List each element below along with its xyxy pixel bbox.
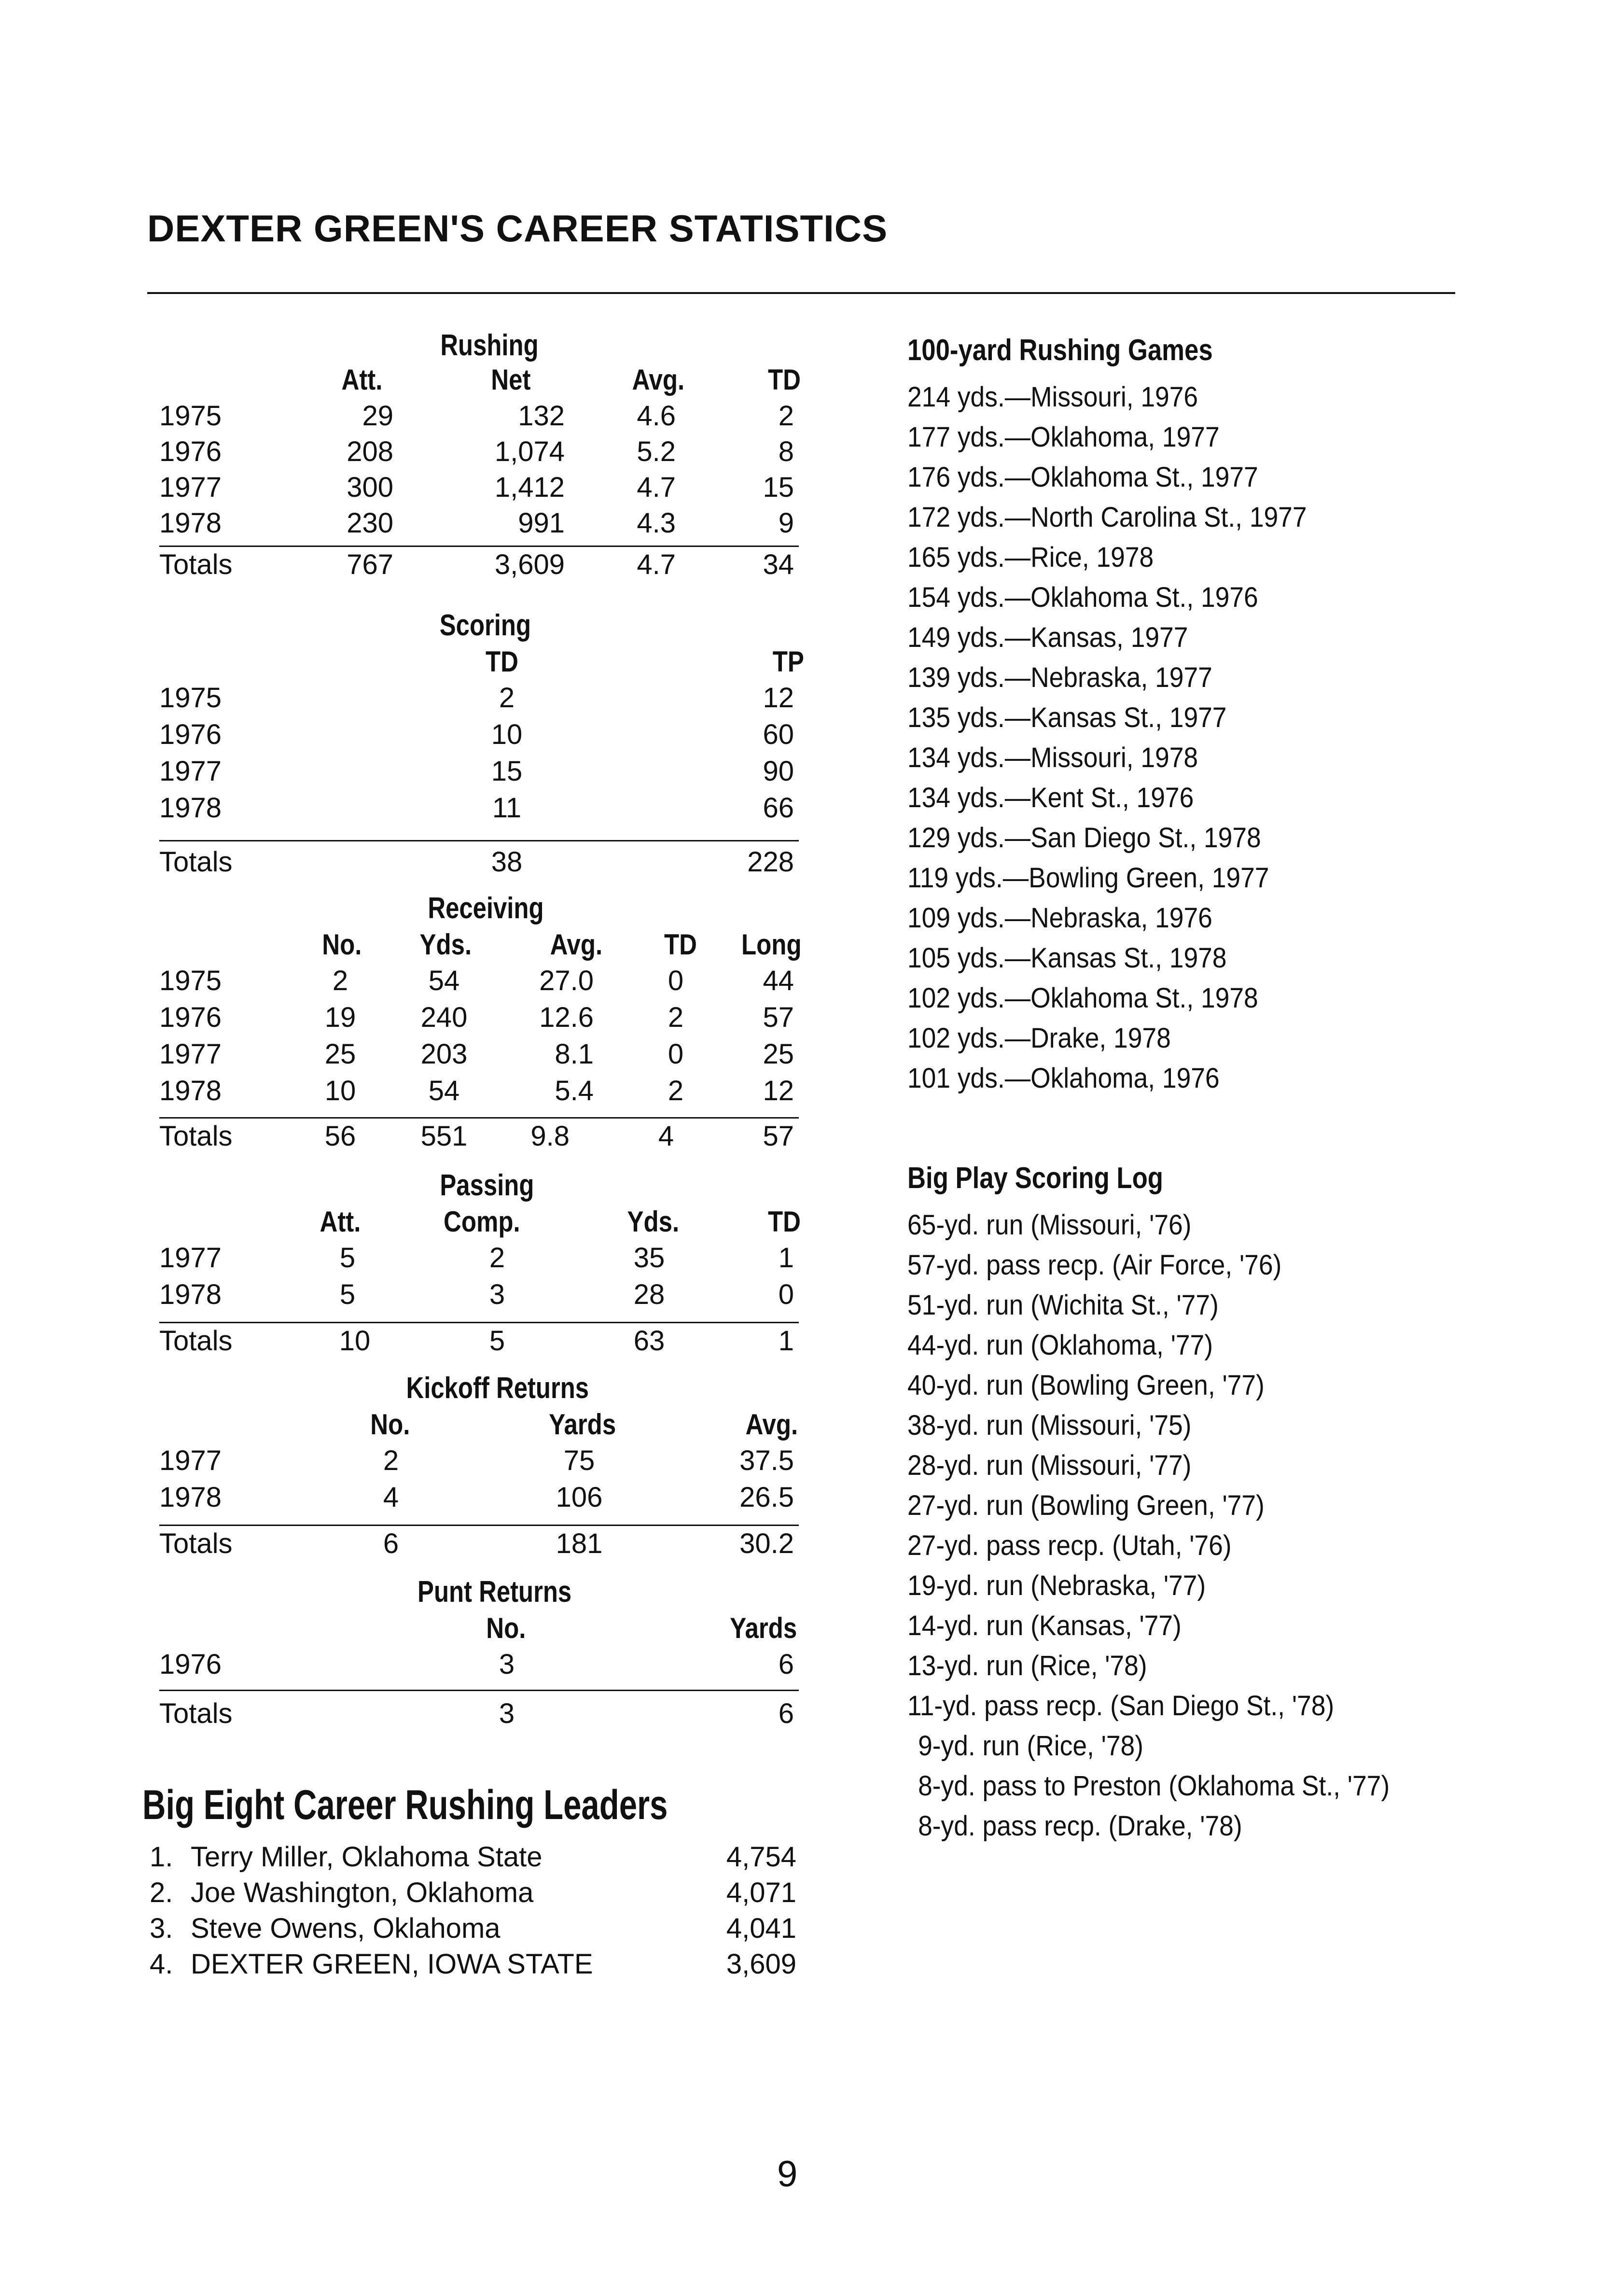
td-cell: 2 (778, 400, 794, 432)
year-cell: 1976 (159, 719, 222, 750)
td-cell: 0 (778, 1279, 794, 1310)
year-cell: 1977 (159, 1038, 222, 1070)
tp-cell: 90 (763, 756, 794, 787)
td-cell: 11 (492, 792, 522, 824)
yards-total: 6 (778, 1698, 794, 1729)
long-cell: 25 (763, 1038, 794, 1070)
avg-total: 9.8 (530, 1120, 570, 1152)
avg-cell: 4.6 (637, 400, 676, 432)
leaders-heading: Big Eight Career Rushing Leaders (142, 1782, 668, 1828)
tp-cell: 66 (763, 792, 794, 824)
list-item: 44-yd. run (Oklahoma, '77) (907, 1330, 1213, 1361)
totals-row (159, 1120, 806, 1156)
td-total: 1 (778, 1325, 794, 1357)
punt-no-header: No. (486, 1612, 526, 1644)
receiving-long-header: Long (741, 928, 802, 961)
no-cell: 10 (324, 1075, 356, 1106)
table-row (159, 507, 806, 543)
yds-cell: 240 (420, 1002, 468, 1033)
yds-cell: 35 (633, 1242, 665, 1274)
passing-td-header: TD (767, 1205, 801, 1238)
punt-yards-header: Yards (730, 1612, 797, 1644)
year-cell: 1975 (159, 965, 222, 996)
no-total: 56 (324, 1120, 356, 1152)
list-item: 214 yds.—Missouri, 1976 (907, 381, 1198, 413)
list-item: 11-yd. pass recp. (San Diego St., '78) (907, 1690, 1335, 1722)
list-item: 51-yd. run (Wichita St., '77) (907, 1289, 1219, 1321)
spacer (907, 1098, 1535, 1161)
table-row (159, 1038, 806, 1074)
list-item: 154 yds.—Oklahoma St., 1976 (907, 582, 1258, 613)
table-row (159, 1481, 806, 1517)
kickoff-avg-header: Avg. (745, 1408, 798, 1441)
totals-rule (159, 1322, 799, 1323)
yds-cell: 54 (428, 1075, 460, 1106)
totals-row (159, 1527, 806, 1563)
scoring-tp-header: TP (772, 645, 804, 678)
totals-row (159, 1325, 806, 1360)
td-cell: 2 (668, 1075, 684, 1106)
year-cell: 1978 (159, 507, 222, 539)
att-cell: 5 (339, 1242, 356, 1274)
table-row (159, 718, 806, 754)
year-cell: 1978 (159, 792, 222, 824)
leader-rank: 3. (150, 1913, 173, 1944)
year-cell: 1977 (159, 1242, 222, 1274)
list-item: 38-yd. run (Missouri, '75) (907, 1410, 1192, 1441)
page-number: 9 (777, 2154, 798, 2195)
yards-cell: 6 (778, 1649, 794, 1680)
year-cell: 1976 (159, 1002, 222, 1033)
att-total: 10 (339, 1325, 371, 1357)
passing-comp-header: Comp. (443, 1205, 520, 1238)
list-item: 129 yds.—San Diego St., 1978 (907, 822, 1261, 854)
no-total: 6 (383, 1528, 399, 1559)
avg-cell: 4.3 (637, 507, 676, 539)
receiving-avg-header: Avg. (550, 928, 603, 961)
avg-cell: 37.5 (739, 1445, 794, 1476)
avg-cell: 27.0 (539, 965, 594, 996)
rushing-att-header: Att. (341, 364, 383, 396)
table-row (159, 1075, 806, 1110)
kickoff-no-header: No. (370, 1408, 410, 1441)
att-cell: 300 (347, 472, 393, 503)
yds-cell: 28 (633, 1279, 665, 1310)
scoring-header-row (159, 645, 806, 681)
yds-cell: 203 (420, 1038, 468, 1070)
list-item: 40-yd. run (Bowling Green, '77) (907, 1370, 1265, 1401)
totals-label: Totals (159, 1325, 233, 1357)
big-play-list (907, 1205, 1535, 1846)
no-cell: 2 (383, 1445, 399, 1476)
td-total: 34 (763, 549, 794, 580)
receiving-heading: Receiving (428, 892, 544, 925)
avg-cell: 26.5 (739, 1482, 794, 1513)
big-play-heading: Big Play Scoring Log (907, 1162, 1163, 1195)
year-cell: 1978 (159, 1075, 222, 1106)
table-row (159, 400, 806, 435)
avg-cell: 5.2 (637, 436, 676, 467)
table-row (159, 1648, 806, 1684)
year-cell: 1978 (159, 1482, 222, 1513)
att-cell: 208 (347, 436, 393, 467)
list-item: 65-yd. run (Missouri, '76) (907, 1209, 1192, 1241)
list-item: 8-yd. pass recp. (Drake, '78) (918, 1810, 1242, 1842)
receiving-no-header: No. (322, 928, 362, 961)
year-cell: 1975 (159, 682, 222, 714)
passing-header-row (159, 1205, 806, 1241)
avg-cell: 8.1 (555, 1038, 594, 1070)
list-item: 102 yds.—Drake, 1978 (907, 1022, 1171, 1054)
avg-cell: 4.7 (637, 472, 676, 503)
comp-cell: 2 (489, 1242, 505, 1274)
tp-cell: 60 (763, 719, 794, 750)
att-cell: 230 (347, 507, 393, 539)
net-cell: 132 (518, 400, 565, 432)
long-cell: 12 (763, 1075, 794, 1106)
table-row (159, 435, 806, 471)
list-item: 149 yds.—Kansas, 1977 (907, 622, 1188, 653)
totals-rule (159, 546, 799, 547)
table-row (159, 965, 806, 1000)
no-cell: 3 (499, 1649, 515, 1680)
td-cell: 2 (499, 682, 515, 714)
receiving-header-row (159, 928, 806, 964)
list-item: 165 yds.—Rice, 1978 (907, 542, 1154, 573)
att-cell: 5 (339, 1279, 356, 1310)
list-item: 134 yds.—Kent St., 1976 (907, 782, 1194, 813)
yards-total: 181 (556, 1528, 603, 1559)
year-cell: 1978 (159, 1279, 222, 1310)
spacer (142, 1829, 818, 1841)
comp-total: 5 (489, 1325, 505, 1357)
table-row (159, 1001, 806, 1037)
totals-label: Totals (159, 846, 233, 878)
list-item: 135 yds.—Kansas St., 1977 (907, 702, 1227, 733)
td-cell: 10 (491, 719, 523, 750)
year-cell: 1975 (159, 400, 222, 432)
td-cell: 15 (763, 472, 794, 503)
leader-name: DEXTER GREEN, IOWA STATE (191, 1948, 593, 1980)
yds-total: 63 (633, 1325, 665, 1357)
net-cell: 991 (518, 507, 565, 539)
leader-rank: 2. (150, 1877, 173, 1908)
list-item: 28-yd. run (Missouri, '77) (907, 1450, 1192, 1481)
year-cell: 1976 (159, 1649, 222, 1680)
leader-row (142, 1912, 818, 1948)
td-cell: 0 (668, 1038, 684, 1070)
td-cell: 1 (778, 1242, 794, 1274)
totals-row (159, 846, 806, 882)
net-cell: 1,412 (494, 472, 565, 503)
list-item: 134 yds.—Missouri, 1978 (907, 742, 1198, 773)
list-item: 102 yds.—Oklahoma St., 1978 (907, 982, 1258, 1014)
no-cell: 25 (324, 1038, 356, 1070)
title-rule (147, 292, 1455, 294)
avg-total: 30.2 (739, 1528, 794, 1559)
leader-row (142, 1841, 818, 1876)
list-item: 176 yds.—Oklahoma St., 1977 (907, 462, 1258, 493)
table-row (159, 1278, 806, 1314)
net-total: 3,609 (494, 549, 565, 580)
year-cell: 1977 (159, 1445, 222, 1476)
yards-cell: 106 (556, 1482, 603, 1513)
table-row (159, 792, 806, 827)
leader-name: Terry Miller, Oklahoma State (191, 1841, 543, 1873)
list-item: 27-yd. pass recp. (Utah, '76) (907, 1530, 1232, 1561)
list-item: 172 yds.—North Carolina St., 1977 (907, 502, 1307, 533)
totals-rule (159, 1117, 799, 1119)
avg-cell: 5.4 (555, 1075, 594, 1106)
right-column (907, 333, 1535, 1846)
long-cell: 44 (763, 965, 794, 996)
list-item: 8-yd. pass to Preston (Oklahoma St., '77) (918, 1770, 1390, 1802)
receiving-td-header: TD (664, 928, 697, 961)
rushing-leaders (142, 1781, 818, 1984)
tp-cell: 12 (763, 682, 794, 714)
att-total: 767 (347, 549, 393, 580)
year-cell: 1976 (159, 436, 222, 467)
year-cell: 1977 (159, 756, 222, 787)
totals-rule (159, 1690, 799, 1691)
leader-yards: 3,609 (726, 1948, 796, 1980)
no-total: 3 (499, 1698, 515, 1729)
no-cell: 2 (332, 965, 348, 996)
page-title: DEXTER GREEN'S CAREER STATISTICS (147, 207, 888, 250)
list-item: 57-yd. pass recp. (Air Force, '76) (907, 1249, 1282, 1281)
kickoff-heading: Kickoff Returns (406, 1372, 589, 1405)
totals-row (159, 1697, 806, 1733)
year-cell: 1977 (159, 472, 222, 503)
leader-name: Steve Owens, Oklahoma (191, 1913, 501, 1944)
td-cell: 9 (778, 507, 794, 539)
yds-total: 551 (420, 1120, 468, 1152)
list-item: 27-yd. run (Bowling Green, '77) (907, 1490, 1265, 1521)
passing-att-header: Att. (320, 1205, 361, 1238)
totals-rule (159, 840, 799, 841)
list-item: 139 yds.—Nebraska, 1977 (907, 662, 1212, 693)
receiving-yds-header: Yds. (419, 928, 472, 961)
totals-row (159, 548, 806, 584)
rushing-td-header: TD (767, 364, 801, 396)
passing-yds-header: Yds. (627, 1205, 680, 1238)
totals-label: Totals (159, 1120, 233, 1152)
list-item: 19-yd. run (Nebraska, '77) (907, 1570, 1206, 1601)
rushing-header-row (159, 363, 806, 399)
rushing-net-header: Net (491, 364, 531, 396)
leader-name: Joe Washington, Oklahoma (191, 1877, 534, 1908)
list-item: 101 yds.—Oklahoma, 1976 (907, 1063, 1220, 1094)
list-item: 14-yd. run (Kansas, '77) (907, 1610, 1182, 1641)
leader-rank: 4. (150, 1948, 173, 1980)
td-cell: 8 (778, 436, 794, 467)
table-row (159, 1242, 806, 1277)
net-cell: 1,074 (494, 436, 565, 467)
td-cell: 0 (668, 965, 684, 996)
leader-row (142, 1948, 818, 1984)
scoring-heading: Scoring (439, 609, 531, 642)
comp-cell: 3 (489, 1279, 505, 1310)
rushing-heading: Rushing (440, 329, 539, 362)
hundred-yard-list (907, 377, 1535, 1098)
leader-yards: 4,071 (726, 1877, 796, 1908)
scoring-td-header: TD (485, 645, 518, 678)
leader-yards: 4,754 (726, 1841, 796, 1873)
totals-label: Totals (159, 1528, 233, 1559)
att-cell: 29 (362, 400, 393, 432)
table-row (159, 755, 806, 791)
td-total: 38 (491, 846, 523, 878)
list-item: 9-yd. run (Rice, '78) (918, 1730, 1143, 1762)
rushing-avg-header: Avg. (632, 364, 685, 396)
list-item: 119 yds.—Bowling Green, 1977 (907, 862, 1269, 894)
totals-label: Totals (159, 549, 233, 580)
table-row (159, 1444, 806, 1480)
avg-total: 4.7 (637, 549, 676, 580)
punt-header-row (159, 1611, 806, 1647)
table-row (159, 471, 806, 507)
td-cell: 2 (668, 1002, 684, 1033)
list-item: 105 yds.—Kansas St., 1978 (907, 942, 1227, 974)
yds-cell: 54 (428, 965, 460, 996)
td-total: 4 (658, 1120, 674, 1152)
yards-cell: 75 (563, 1445, 595, 1476)
list-item: 109 yds.—Nebraska, 1976 (907, 902, 1212, 934)
totals-rule (159, 1525, 799, 1526)
list-item: 177 yds.—Oklahoma, 1977 (907, 421, 1220, 453)
kickoff-header-row (159, 1408, 806, 1443)
table-row (159, 682, 806, 717)
leader-rank: 1. (150, 1841, 173, 1873)
kickoff-yards-header: Yards (549, 1408, 616, 1441)
no-cell: 19 (324, 1002, 356, 1033)
td-cell: 15 (491, 756, 523, 787)
long-cell: 57 (763, 1002, 794, 1033)
avg-cell: 12.6 (539, 1002, 594, 1033)
tp-total: 228 (747, 846, 794, 878)
passing-heading: Passing (440, 1169, 534, 1202)
punt-heading: Punt Returns (417, 1575, 572, 1609)
totals-label: Totals (159, 1698, 233, 1729)
leader-row (142, 1876, 818, 1912)
leader-yards: 4,041 (726, 1913, 796, 1944)
hundred-yard-heading: 100-yard Rushing Games (907, 334, 1213, 367)
list-item: 13-yd. run (Rice, '78) (907, 1650, 1147, 1681)
no-cell: 4 (383, 1482, 399, 1513)
long-total: 57 (763, 1120, 794, 1152)
